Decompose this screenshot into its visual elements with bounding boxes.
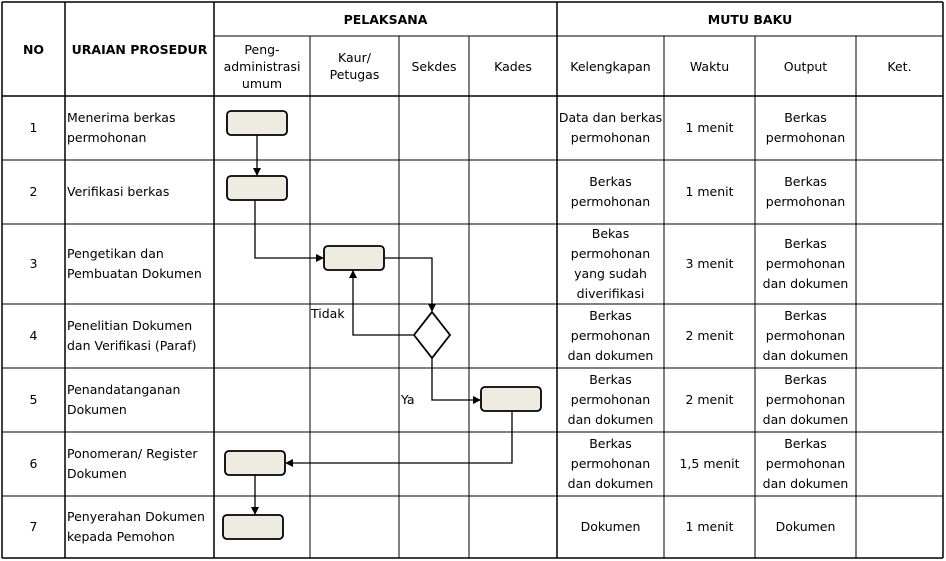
subheader-pelaksana-text: Kades [494, 58, 532, 74]
row-output-text: Berkas permohonan [765, 174, 846, 209]
row-number-text: 3 [29, 256, 38, 271]
row-waktu-text: 1 menit [685, 120, 734, 135]
row-kelengkapan-text: Bekas permohonan yang sudah diverifikasi [570, 226, 651, 301]
row-kelengkapan-text: Dokumen [580, 519, 641, 534]
process-box-step-2 [227, 176, 287, 200]
flow-arrow-4-ya-to-5 [432, 358, 480, 400]
flow-arrow-4-tidak-to-3 [353, 271, 414, 335]
header-uraian-prosedur-text: URAIAN PROSEDUR [71, 41, 208, 57]
row-kelengkapan-text: Berkas permohonan dan dokumen [567, 308, 654, 363]
process-box-step-3 [324, 246, 384, 270]
row-output-text: Berkas permohonan dan dokumen [762, 236, 849, 291]
subheader-mutu-baku-text: Output [783, 58, 828, 74]
row-uraian-text: Pengetikan dan Pembuatan Dokumen [67, 246, 202, 281]
row-number-text: 4 [29, 328, 38, 343]
row-number-text: 7 [29, 519, 38, 534]
subheader-mutu-baku-text: Ket. [887, 58, 912, 74]
header-no-text: NO [22, 41, 45, 57]
row-number-text: 2 [29, 184, 38, 199]
subheader-pelaksana-text: Peng- administrasi umum [223, 41, 301, 91]
decision-diamond-step-4 [414, 312, 450, 358]
process-box-step-6 [225, 451, 285, 475]
row-output-text: Dokumen [775, 519, 836, 534]
subheader-mutu-baku-text: Waktu [689, 58, 730, 74]
flow-label-tidak: Tidak [311, 306, 345, 321]
row-output-text: Berkas permohonan dan dokumen [762, 436, 849, 491]
row-waktu-text: 1,5 menit [679, 456, 740, 471]
row-uraian-text: Menerima berkas permohonan [67, 110, 176, 145]
flow-arrow-5-to-6 [286, 411, 512, 463]
row-kelengkapan-text: Data dan berkas permohonan [558, 110, 663, 145]
flow-arrow-3-to-4 [385, 258, 432, 311]
process-box-step-5 [481, 387, 541, 411]
row-output-text: Berkas permohonan dan dokumen [762, 308, 849, 363]
row-waktu-text: 2 menit [685, 328, 734, 343]
flow-arrow-2-to-3 [255, 200, 323, 258]
row-kelengkapan-text: Berkas permohonan dan dokumen [567, 372, 654, 427]
subheader-pelaksana-text: Kaur/ Petugas [329, 50, 380, 82]
row-number-text: 6 [29, 456, 38, 471]
header-pelaksana-text: PELAKSANA [343, 11, 428, 27]
row-number-text: 1 [29, 120, 38, 135]
header-mutu-baku-text: MUTU BAKU [707, 11, 793, 27]
row-waktu-text: 2 menit [685, 392, 734, 407]
row-kelengkapan-text: Berkas permohonan dan dokumen [567, 436, 654, 491]
flow-label-ya: Ya [401, 392, 415, 407]
row-waktu-text: 1 menit [685, 519, 734, 534]
row-uraian-text: Penyerahan Dokumen kepada Pemohon [67, 509, 205, 544]
row-number-text: 5 [29, 392, 38, 407]
row-output-text: Berkas permohonan dan dokumen [762, 372, 849, 427]
row-waktu-text: 3 menit [685, 256, 734, 271]
row-kelengkapan-text: Berkas permohonan [570, 174, 651, 209]
row-output-text: Berkas permohonan [765, 110, 846, 145]
row-uraian-text: Ponomeran/ Register Dokumen [67, 446, 198, 481]
row-uraian-text: Penelitian Dokumen dan Verifikasi (Paraf) [67, 318, 197, 353]
row-uraian-text: Penandatanganan Dokumen [67, 382, 181, 417]
process-box-step-7 [223, 515, 283, 539]
row-uraian-text: Verifikasi berkas [67, 184, 170, 199]
process-box-step-1 [227, 111, 287, 135]
subheader-pelaksana-text: Sekdes [411, 58, 457, 74]
subheader-mutu-baku-text: Kelengkapan [570, 58, 651, 74]
row-waktu-text: 1 menit [685, 184, 734, 199]
